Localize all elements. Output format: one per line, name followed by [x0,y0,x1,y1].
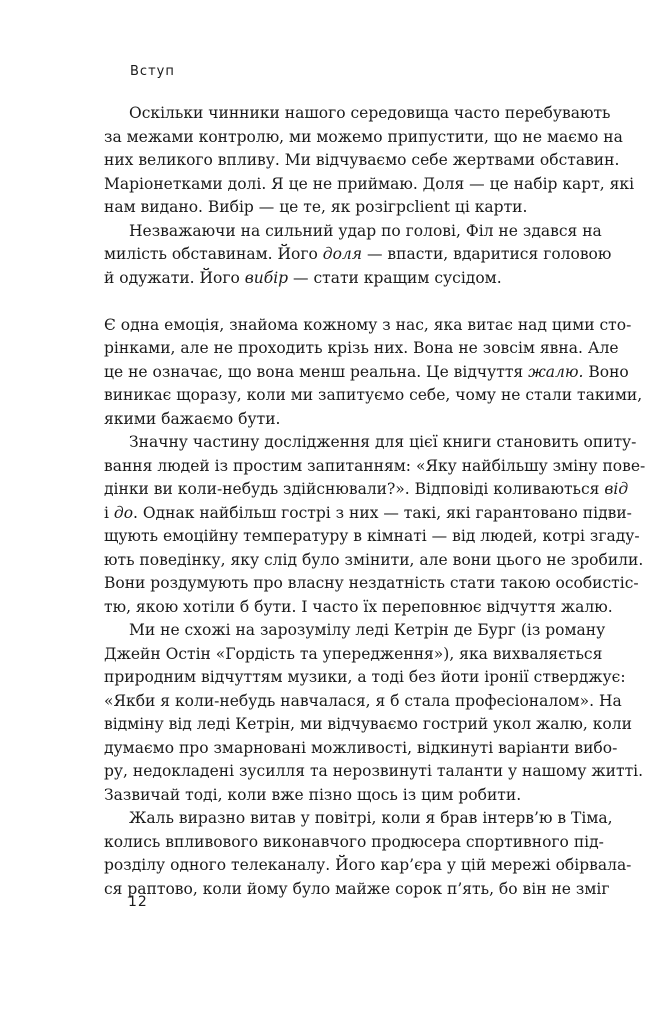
text-run: Воно [583,362,629,381]
text-line [104,502,632,526]
text-line: Вони роздумують про власну нездатність стати такою особистіс- [104,574,639,592]
text-line: Ми не схожі на зарозумілу леді Кетрін де Бург (із роману [129,621,606,639]
text-line: відміну від леді Кетрін, ми відчуваємо гострий укол жалю, коли [104,715,632,733]
text-line: виникає щоразу, коли ми запитуємо себе, чому не стали такими, [104,386,643,404]
text-run: — впасти, вдаритися головою [362,245,612,263]
text-line: ру, недокладені зусилля та нерозвинуті таланти у нашому житті. [104,762,644,780]
text-line: тю, якою хотіли б бути. І часто їх переповнює відчуття жалю. [104,597,613,616]
section-break [104,290,584,314]
text-line [104,243,612,267]
text-run: милість обставинам. Його [104,245,323,263]
text-line: ють поведінку, яку слід було змінити, але вони цього не зробили. [104,550,644,569]
text-line: Є одна емоція, знайома кожному з нас, яка витає над цими сто- [104,315,632,334]
text-line [104,361,629,385]
text-run: й одужати. Його [104,268,245,287]
text-line: думаємо про змарновані можливості, відкинуті варіанти вибо- [104,738,618,757]
text-run: і [104,503,114,522]
italic-word: вибір [244,268,289,287]
text-line: колись впливового виконавчого продюсера спортивного під- [104,832,604,851]
text-line [104,267,584,291]
running-head: Вступ [130,64,175,79]
text-run: це не означає, що вона менш реальна. Це відчуття [104,362,529,381]
text-line: за межами контролю, ми можемо припустити, що не маємо на [104,127,623,146]
text-line: вання людей із простим запитанням: «Яку найбільшу зміну пове- [104,456,646,475]
text-run: . Однак найбільш гострі з них — такі, які гарантовано підви- [133,503,632,522]
text-line: Маріонетками долі. Я це не приймаю. Доля — це набір карт, які [104,174,635,193]
text-line: щують емоційну температуру в кімнаті — від людей, котрі згаду- [104,527,640,545]
text-line: нам видано. Вибір — це те, як розігрclient ці карти. [104,198,528,216]
text-line: Значну частину дослідження для цієї книги становить опиту- [129,433,637,451]
body-text [104,102,646,901]
text-line: них великого впливу. Ми відчуваємо себе жертвами обставин. [104,151,620,169]
text-line: розділу одного телеканалу. Його кар’єра у цій мережі обірвала- [104,856,632,874]
text-line: Джейн Остін «Гордість та упередження»), яка вихваляється [104,644,603,663]
text-line: якими бажаємо бути. [104,409,281,428]
text-line: Незважаючи на сильний удар по голові, Філ не здався на [129,221,602,240]
italic-word: доля [322,245,363,263]
text-line: природним відчуттям музики, а тоді без йоти іронії стверджує: [104,668,626,686]
text-line [104,478,629,502]
text-line: ся раптово, коли йому було майже сорок п’ять, бо він не зміг [104,879,610,898]
italic-word: від [604,480,629,498]
text-line: «Якби я коли-небудь навчалася, я б стала професіоналом». На [104,691,622,710]
text-line: Зазвичай тоді, коли вже пізно щось із цим робити. [104,785,522,804]
text-run: дінки ви коли-небудь здійснювали?». Відповіді коливаються [104,480,605,498]
text-line: Жаль виразно витав у повітрі, коли я брав інтерв’ю в Тіма, [129,809,613,827]
italic-word: до [113,503,134,522]
text-line: Оскільки чинники нашого середовища часто перебувають [129,104,611,122]
page-number: 12 [128,894,148,910]
text-line: рінками, але не проходить крізь них. Вона не зовсім явна. Але [104,339,619,357]
text-run: — стати кращим сусідом. [288,268,502,287]
italic-word: жалю. [528,362,584,381]
